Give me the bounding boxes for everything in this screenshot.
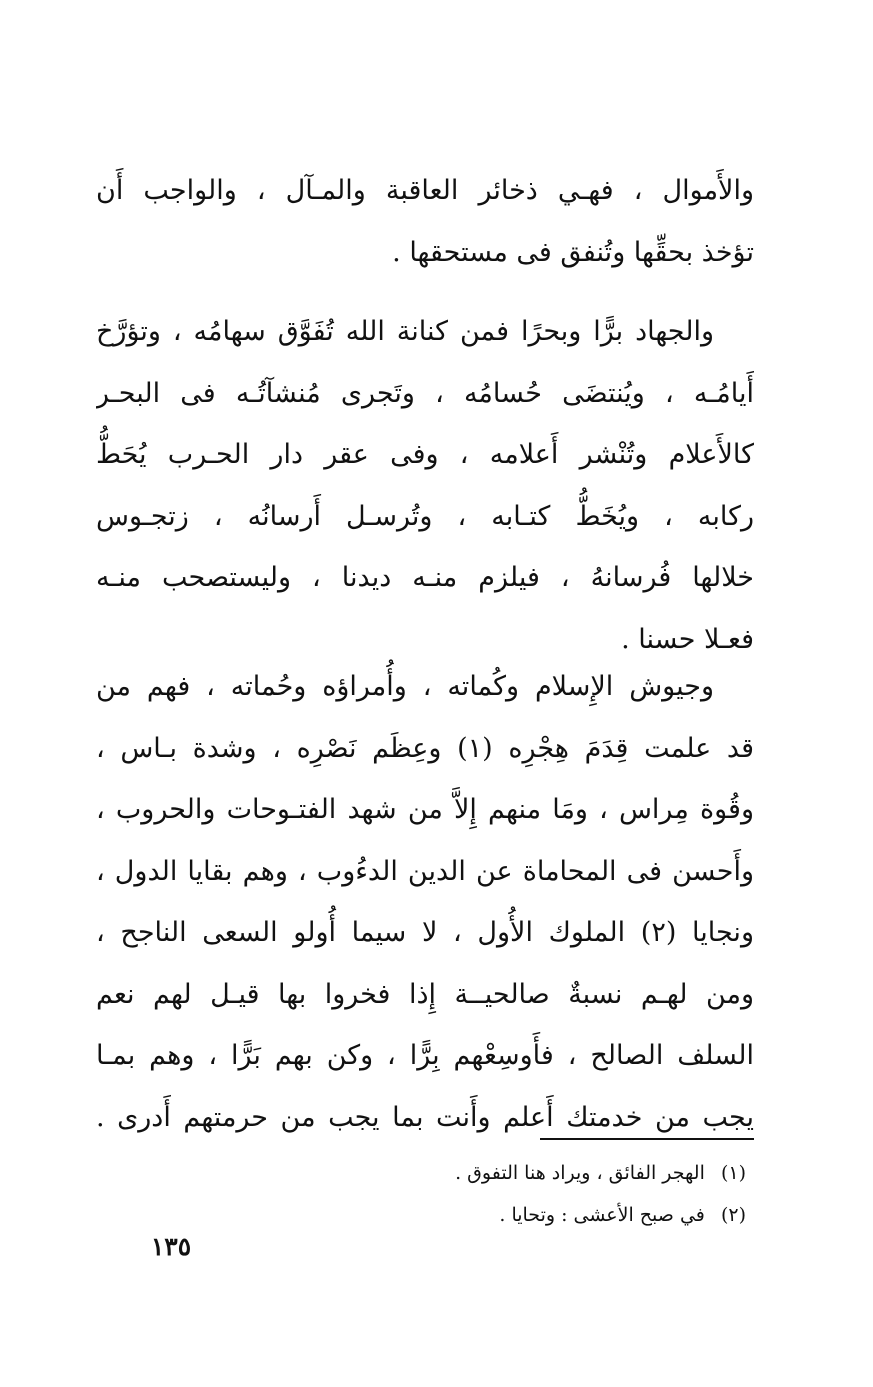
text-line: ركابه ، ويُخَطُّ كتـابه ، وتُرسـل أَرسانُه ، زتجـوس: [96, 500, 754, 532]
paragraph-2: [96, 301, 754, 670]
footnote-text: في صبح الأعشى : وتحايا .: [499, 1204, 705, 1226]
text-line: ونجايا (٢) الملوك الأُول ، لا سيما أُولو السعى الناجح ،: [96, 917, 754, 948]
text-line: خلالها فُرسانهُ ، فيلزم منـه ديدنا ، وليستصحب منـه: [96, 562, 754, 593]
text-line: ومن لهـم نسبةٌ صالحيــة إِذا فخروا بها قيـل لهم نعم: [96, 978, 754, 1010]
text-line: أَيامُـه ، ويُنتضَى حُسامُه ، وتَجرى مُنشآتُـه فى البحـر: [96, 377, 754, 409]
text-line: تؤخذ بحقِّها وتُنفق فى مستحقها .: [392, 236, 754, 268]
paragraph-3: [96, 656, 754, 1148]
footnote-2: [300, 1194, 746, 1236]
paragraph-1: [96, 160, 754, 283]
text-line: وجيوش الإِسلام وكُماته ، وأُمراؤه وحُماته ، فهم من: [96, 671, 714, 702]
text-line: يجب من خدمتك أَعلم وأَنت بما يجب من حرمتهم أَدرى .: [96, 1101, 754, 1133]
text-line: كالأَعلام وتُنْشر أَعلامه ، وفى عقر دار الحـرب يُحَطُّ: [96, 439, 754, 470]
footnote-marker: (١): [720, 1162, 746, 1184]
text-line: والأَموال ، فهـي ذخائر العاقبة والمـآل ، والواجب أَن: [96, 175, 754, 206]
text-line: فعـلا حسنا .: [621, 623, 754, 655]
text-line: السلف الصالح ، فأَوسِعْهم بِرًّا ، وكن بهم بَرًّا ، وهم بمـا: [96, 1040, 754, 1071]
footnotes: [300, 1152, 746, 1236]
footnote-divider: [540, 1138, 754, 1140]
footnote-1: [300, 1152, 746, 1194]
footnote-marker: (٢): [720, 1204, 746, 1226]
text-line: وقُوة مِراس ، ومَا منهم إِلاَّ من شهد الفتـوحات والحروب ،: [96, 794, 754, 825]
text-line: قد علمت قِدَمَ هِجْرِه (١) وعِظَم نَصْرِه ، وشدة بـاس ،: [96, 732, 754, 764]
page-number: ١٣٥: [150, 1232, 192, 1261]
text-line: والجهاد برًّا وبحرًا فمن كنانة الله تُفَوَّق سهامُه ، وتؤرَّخ: [96, 316, 714, 347]
text-line: وأَحسن فى المحاماة عن الدين الدءُوب ، وهم بقايا الدول ،: [96, 855, 754, 887]
footnote-text: الهجر الفائق ، ويراد هنا التفوق .: [455, 1162, 705, 1184]
